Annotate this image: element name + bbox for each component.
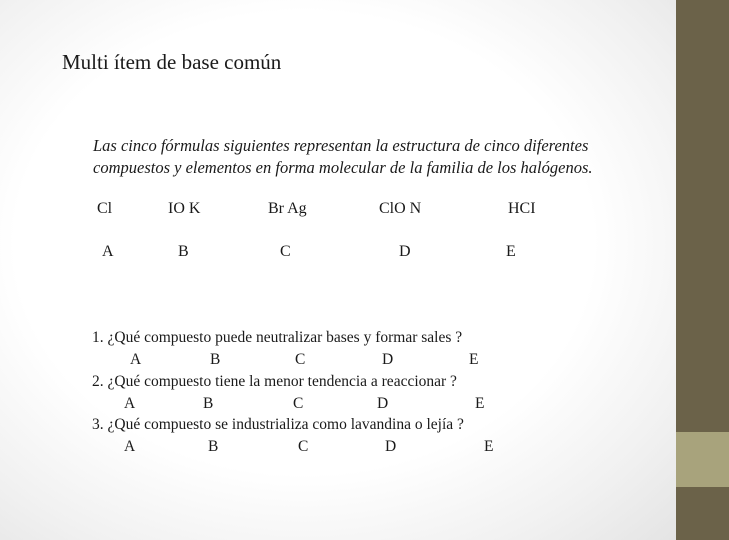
formula-c: Br Ag	[268, 200, 307, 217]
question-3-option-a: A	[124, 438, 136, 455]
question-3-option-d: D	[385, 438, 397, 455]
question-2-option-a: A	[124, 395, 136, 412]
letter-e: E	[506, 243, 516, 260]
question-2-option-b: B	[203, 395, 214, 412]
letter-b: B	[178, 243, 189, 260]
question-1-option-d: D	[382, 351, 394, 368]
decorative-sidebar-accent	[676, 432, 729, 487]
formula-e: HCI	[508, 200, 536, 217]
question-1-option-e: E	[469, 351, 479, 368]
question-1-option-a: A	[130, 351, 142, 368]
letter-c: C	[280, 243, 291, 260]
formula-a: Cl	[97, 200, 113, 217]
question-3-option-c: C	[298, 438, 309, 455]
question-1-option-c: C	[295, 351, 306, 368]
question-2-option-e: E	[475, 395, 485, 412]
question-2-option-c: C	[293, 395, 304, 412]
formula-d: ClO N	[379, 200, 422, 217]
question-1-option-b: B	[210, 351, 221, 368]
question-3: 3. ¿Qué compuesto se industrializa como lavandina o lejía ?	[92, 416, 464, 433]
question-3-option-b: B	[208, 438, 219, 455]
slide-title: Multi ítem de base común	[62, 50, 282, 74]
question-3-option-e: E	[484, 438, 494, 455]
formula-b: IO K	[168, 200, 201, 217]
question-2-option-d: D	[377, 395, 389, 412]
question-2: 2. ¿Qué compuesto tiene la menor tendencia a reaccionar ?	[92, 373, 457, 390]
question-1: 1. ¿Qué compuesto puede neutralizar bases y formar sales ?	[92, 329, 463, 346]
letter-d: D	[399, 243, 411, 260]
intro-paragraph: Las cinco fórmulas siguientes representan la estructura de cinco diferentes compuestos y elementos en forma molecular de la familia de los halógenos.	[93, 136, 593, 177]
letter-a: A	[102, 243, 114, 260]
